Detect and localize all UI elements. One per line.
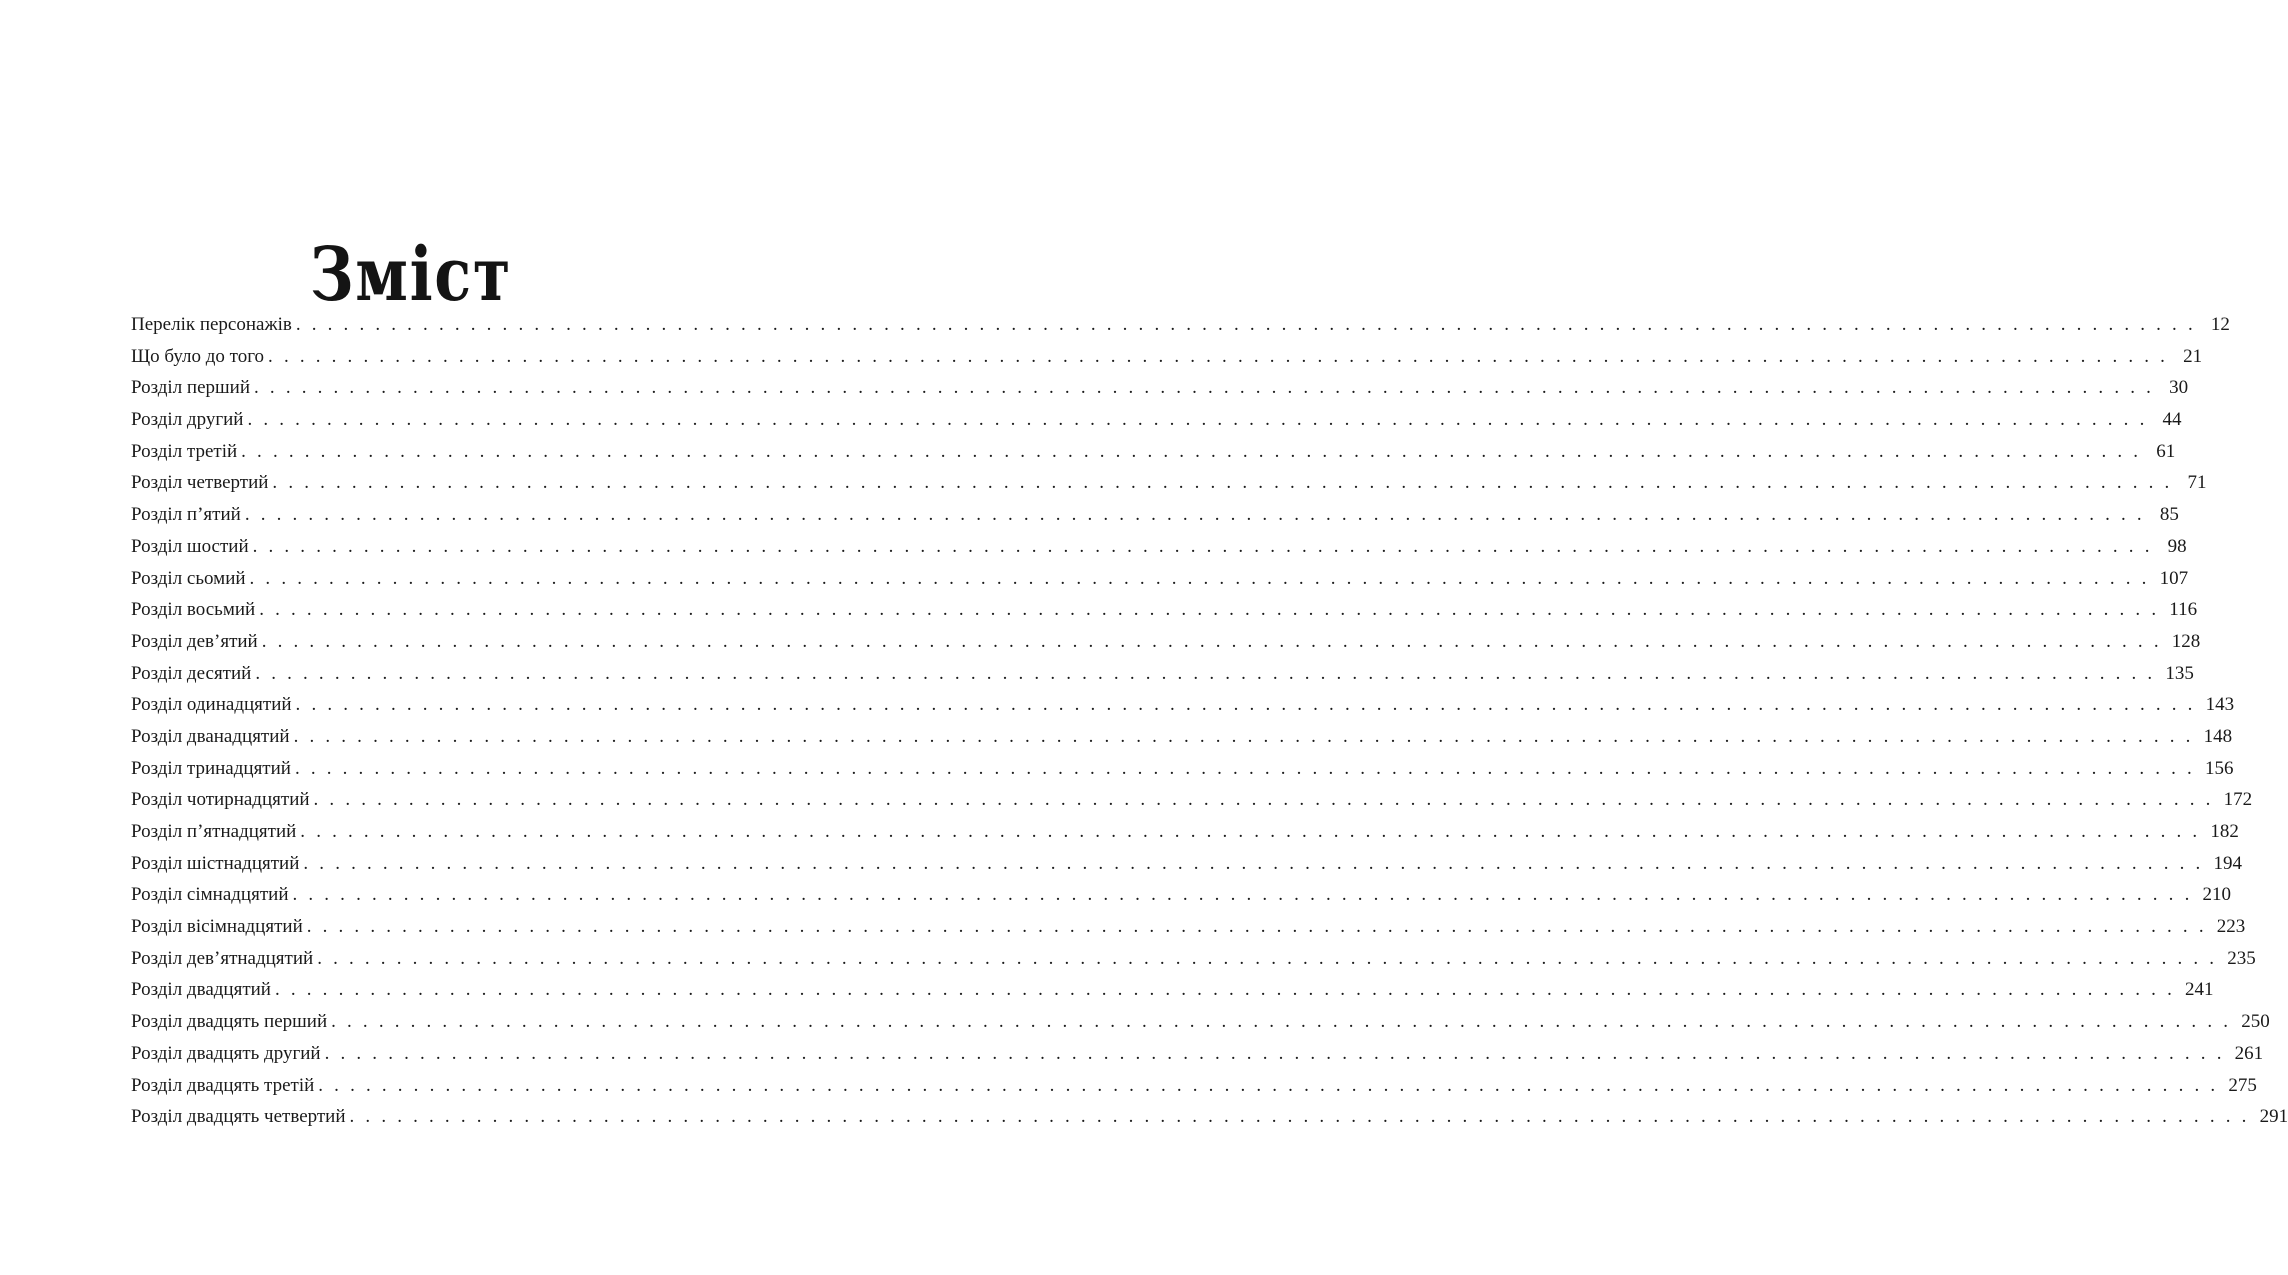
toc-entry-title: Розділ сьомий xyxy=(131,567,246,589)
toc-entry[interactable] xyxy=(131,658,2194,690)
toc-dot-leader: . . . . . . . . . . . . . . . . . . . . . . . . . . . . . . . . . . . . . . . . . . . . . . . . . . . . . . . . . . . . . . . . . . . . . . . . . . . . . . . . . . . . . . . . . . . . . . . . . . . . . . . . . . . . . . . . . . . . . . . . xyxy=(295,314,2196,335)
toc-entry-title: Розділ двадцять перший xyxy=(131,1011,328,1033)
toc-entry-page-number: 235 xyxy=(2227,947,2256,969)
toc-entry-title: Розділ двадцять третій xyxy=(131,1074,315,1096)
toc-dot-leader: . . . . . . . . . . . . . . . . . . . . . . . . . . . . . . . . . . . . . . . . . . . . . . . . . . . . . . . . . . . . . . . . . . . . . . . . . . . . . . . . . . . . . . . . . . . . . . . . . . . . . . . . . . . . . . . . . . . . . . . . xyxy=(303,852,2204,874)
toc-entry-page-number: 172 xyxy=(2223,789,2253,811)
toc-entry-page-number: 71 xyxy=(2187,472,2207,494)
toc-entry-title: Що було до того xyxy=(131,345,265,367)
toc-dot-leader: . . . . . . . . . . . . . . . . . . . . . . . . . . . . . . . . . . . . . . . . . . . . . . . . . . . . . . . . . . . . . . . . . . . . . . . . . . . . . . . . . . . . . . . . . . . . . . . . . . . . . . . . . . . . . . . . . . . . . . . . xyxy=(261,630,2162,652)
toc-entry[interactable] xyxy=(131,753,2234,785)
toc-dot-leader: . . . . . . . . . . . . . . . . . . . . . . . . . . . . . . . . . . . . . . . . . . . . . . . . . . . . . . . . . . . . . . . . . . . . . . . . . . . . . . . . . . . . . . . . . . . . . . . . . . . . . . . . . . . . . . . . . . . . . . . . xyxy=(349,1106,2250,1128)
toc-entry[interactable] xyxy=(131,309,2230,341)
toc-entry-page-number: 135 xyxy=(2165,662,2194,684)
toc-entry-page-number: 182 xyxy=(2210,821,2239,842)
toc-entry-title: Розділ двадцятий xyxy=(131,979,271,1001)
toc-entry-page-number: 261 xyxy=(2234,1042,2264,1064)
toc-entry[interactable] xyxy=(131,594,2198,626)
toc-entry-page-number: 156 xyxy=(2205,757,2234,779)
toc-entry-page-number: 143 xyxy=(2205,694,2235,716)
toc-entry[interactable] xyxy=(131,372,2189,404)
toc-entry-title: Розділ четвертий xyxy=(131,472,269,494)
toc-entry-page-number: 98 xyxy=(2167,535,2187,557)
toc-entry-title: Розділ другий xyxy=(131,409,244,431)
toc-entry[interactable] xyxy=(131,563,2189,595)
toc-entry-page-number: 148 xyxy=(2203,725,2233,747)
toc-entry[interactable] xyxy=(131,911,2246,943)
toc-entry-page-number: 44 xyxy=(2162,409,2182,431)
toc-entry-title: Розділ вісімнадцятий xyxy=(131,916,303,938)
toc-entry-title: Розділ перший xyxy=(131,377,251,399)
toc-entry[interactable] xyxy=(131,531,2187,563)
toc-entry-title: Розділ дванадцятий xyxy=(131,725,290,747)
toc-dot-leader: . . . . . . . . . . . . . . . . . . . . . . . . . . . . . . . . . . . . . . . . . . . . . . . . . . . . . . . . . . . . . . . . . . . . . . . . . . . . . . . . . . . . . . . . . . . . . . . . . . . . . . . . . . . . . . . . . . . . . . . . xyxy=(295,694,2196,716)
toc-entry-page-number: 275 xyxy=(2228,1074,2257,1096)
toc-dot-leader: . . . . . . . . . . . . . . . . . . . . . . . . . . . . . . . . . . . . . . . . . . . . . . . . . . . . . . . . . . . . . . . . . . . . . . . . . . . . . . . . . . . . . . . . . . . . . . . . . . . . . . . . . . . . . . . . . . . . . . . . xyxy=(274,979,2176,1001)
toc-entry[interactable] xyxy=(131,848,2242,880)
toc-entry-title: Розділ дев’ятий xyxy=(131,630,258,652)
toc-entry[interactable] xyxy=(131,499,2179,531)
toc-entry-title: Розділ шістнадцятий xyxy=(131,852,300,874)
toc-entry-title: Розділ чотирнадцятий xyxy=(131,789,310,811)
toc-entry-page-number: 250 xyxy=(2241,1011,2270,1033)
table-of-contents xyxy=(131,309,2288,1133)
toc-entry-page-number: 128 xyxy=(2171,630,2201,652)
toc-entry[interactable] xyxy=(131,1006,2270,1038)
toc-entry-title: Розділ десятий xyxy=(131,662,252,684)
toc-dot-leader: . . . . . . . . . . . . . . . . . . . . . . . . . . . . . . . . . . . . . . . . . . . . . . . . . . . . . . . . . . . . . . . . . . . . . . . . . . . . . . . . . . . . . . . . . . . . . . . . . . . . . . . . . . . . . . . . . . . . . . . . xyxy=(268,345,2169,367)
toc-entry-title: Розділ третій xyxy=(131,440,238,462)
toc-entry-title: Розділ п’ятий xyxy=(131,504,241,526)
toc-entry[interactable] xyxy=(131,943,2256,975)
toc-entry-page-number: 61 xyxy=(2156,440,2176,462)
toc-entry[interactable] xyxy=(131,879,2232,911)
toc-entry-title: Розділ дев’ятнадцятий xyxy=(131,947,314,969)
toc-dot-leader: . . . . . . . . . . . . . . . . . . . . . . . . . . . . . . . . . . . . . . . . . . . . . . . . . . . . . . . . . . . . . . . . . . . . . . . . . . . . . . . . . . . . . . . . . . . . . . . . . . . . . . . . . . . . . . . . . . . . . . . . xyxy=(241,440,2142,462)
toc-entry[interactable] xyxy=(131,626,2201,658)
toc-entry-page-number: 194 xyxy=(2213,852,2242,874)
toc-dot-leader: . . . . . . . . . . . . . . . . . . . . . . . . . . . . . . . . . . . . . . . . . . . . . . . . . . . . . . . . . . . . . . . . . . . . . . . . . . . . . . . . . . . . . . . . . . . . . . . . . . . . . . . . . . . . . . . . . . . . . . . . xyxy=(324,1042,2225,1064)
toc-dot-leader: . . . . . . . . . . . . . . . . . . . . . . . . . . . . . . . . . . . . . . . . . . . . . . . . . . . . . . . . . . . . . . . . . . . . . . . . . . . . . . . . . . . . . . . . . . . . . . . . . . . . . . . . . . . . . . . . . . . . . . . . xyxy=(255,662,2156,684)
toc-entry-page-number: 30 xyxy=(2169,377,2189,399)
toc-entry[interactable] xyxy=(131,816,2239,848)
toc-dot-leader: . . . . . . . . . . . . . . . . . . . . . . . . . . . . . . . . . . . . . . . . . . . . . . . . . . . . . . . . . . . . . . . . . . . . . . . . . . . . . . . . . . . . . . . . . . . . . . . . . . . . . . . . . . . . . . . . . . . . . . . . xyxy=(244,504,2145,526)
toc-entry-page-number: 241 xyxy=(2185,979,2214,1001)
toc-dot-leader: . . . . . . . . . . . . . . . . . . . . . . . . . . . . . . . . . . . . . . . . . . . . . . . . . . . . . . . . . . . . . . . . . . . . . . . . . . . . . . . . . . . . . . . . . . . . . . . . . . . . . . . . . . . . . . . . . . . . . . . . xyxy=(292,884,2193,906)
toc-entry-page-number: 85 xyxy=(2159,504,2179,526)
toc-entry-title: Розділ шостий xyxy=(131,535,249,557)
toc-entry-title: Розділ одинадцятий xyxy=(131,694,292,716)
toc-entry[interactable] xyxy=(131,974,2214,1006)
toc-dot-leader: . . . . . . . . . . . . . . . . . . . . . . . . . . . . . . . . . . . . . . . . . . . . . . . . . . . . . . . . . . . . . . . . . . . . . . . . . . . . . . . . . . . . . . . . . . . . . . . . . . . . . . . . . . . . . . . . . . . . . . . . xyxy=(294,757,2196,779)
toc-dot-leader: . . . . . . . . . . . . . . . . . . . . . . . . . . . . . . . . . . . . . . . . . . . . . . . . . . . . . . . . . . . . . . . . . . . . . . . . . . . . . . . . . . . . . . . . . . . . . . . . . . . . . . . . . . . . . . . . . . . . . . . . xyxy=(254,377,2155,399)
toc-entry-title: Розділ двадцять четвертий xyxy=(131,1106,346,1128)
toc-entry-title: Розділ тринадцятий xyxy=(131,757,291,779)
toc-entry[interactable] xyxy=(131,436,2176,468)
toc-entry[interactable] xyxy=(131,467,2207,499)
toc-entry[interactable] xyxy=(131,721,2233,753)
toc-entry-title: Розділ восьмий xyxy=(131,599,256,621)
toc-entry-page-number: 12 xyxy=(2210,314,2230,335)
toc-entry[interactable] xyxy=(131,784,2253,816)
toc-dot-leader: . . . . . . . . . . . . . . . . . . . . . . . . . . . . . . . . . . . . . . . . . . . . . . . . . . . . . . . . . . . . . . . . . . . . . . . . . . . . . . . . . . . . . . . . . . . . . . . . . . . . . . . . . . . . . . . . . . . . . . . . xyxy=(300,821,2201,842)
toc-entry-title: Перелік персонажів xyxy=(131,314,292,335)
page-title: Зміст xyxy=(309,231,513,318)
toc-entry-title: Розділ двадцять другий xyxy=(131,1042,321,1064)
toc-entry[interactable] xyxy=(131,1038,2264,1070)
toc-entry[interactable] xyxy=(131,404,2182,436)
toc-dot-leader: . . . . . . . . . . . . . . . . . . . . . . . . . . . . . . . . . . . . . . . . . . . . . . . . . . . . . . . . . . . . . . . . . . . . . . . . . . . . . . . . . . . . . . . . . . . . . . . . . . . . . . . . . . . . . . . . . . . . . . . . xyxy=(306,916,2207,938)
toc-dot-leader: . . . . . . . . . . . . . . . . . . . . . . . . . . . . . . . . . . . . . . . . . . . . . . . . . . . . . . . . . . . . . . . . . . . . . . . . . . . . . . . . . . . . . . . . . . . . . . . . . . . . . . . . . . . . . . . . . . . . . . . . xyxy=(313,789,2214,811)
toc-dot-leader: . . . . . . . . . . . . . . . . . . . . . . . . . . . . . . . . . . . . . . . . . . . . . . . . . . . . . . . . . . . . . . . . . . . . . . . . . . . . . . . . . . . . . . . . . . . . . . . . . . . . . . . . . . . . . . . . . . . . . . . . xyxy=(293,725,2194,747)
toc-entry-page-number: 21 xyxy=(2183,345,2203,367)
toc-dot-leader: . . . . . . . . . . . . . . . . . . . . . . . . . . . . . . . . . . . . . . . . . . . . . . . . . . . . . . . . . . . . . . . . . . . . . . . . . . . . . . . . . . . . . . . . . . . . . . . . . . . . . . . . . . . . . . . . . . . . . . . . xyxy=(318,1074,2219,1096)
toc-dot-leader: . . . . . . . . . . . . . . . . . . . . . . . . . . . . . . . . . . . . . . . . . . . . . . . . . . . . . . . . . . . . . . . . . . . . . . . . . . . . . . . . . . . . . . . . . . . . . . . . . . . . . . . . . . . . . . . . . . . . . . . . xyxy=(252,535,2153,557)
toc-dot-leader: . . . . . . . . . . . . . . . . . . . . . . . . . . . . . . . . . . . . . . . . . . . . . . . . . . . . . . . . . . . . . . . . . . . . . . . . . . . . . . . . . . . . . . . . . . . . . . . . . . . . . . . . . . . . . . . . . . . . . . . . xyxy=(272,472,2173,494)
toc-entry[interactable] xyxy=(131,689,2235,721)
toc-dot-leader: . . . . . . . . . . . . . . . . . . . . . . . . . . . . . . . . . . . . . . . . . . . . . . . . . . . . . . . . . . . . . . . . . . . . . . . . . . . . . . . . . . . . . . . . . . . . . . . . . . . . . . . . . . . . . . . . . . . . . . . . xyxy=(247,409,2148,431)
toc-entry-page-number: 210 xyxy=(2202,884,2232,906)
toc-dot-leader: . . . . . . . . . . . . . . . . . . . . . . . . . . . . . . . . . . . . . . . . . . . . . . . . . . . . . . . . . . . . . . . . . . . . . . . . . . . . . . . . . . . . . . . . . . . . . . . . . . . . . . . . . . . . . . . . . . . . . . . . xyxy=(259,599,2160,621)
toc-entry[interactable] xyxy=(131,341,2203,373)
toc-dot-leader: . . . . . . . . . . . . . . . . . . . . . . . . . . . . . . . . . . . . . . . . . . . . . . . . . . . . . . . . . . . . . . . . . . . . . . . . . . . . . . . . . . . . . . . . . . . . . . . . . . . . . . . . . . . . . . . . . . . . . . . . xyxy=(331,1011,2232,1033)
toc-entry-page-number: 116 xyxy=(2169,599,2198,621)
toc-entry[interactable] xyxy=(131,1101,2288,1133)
toc-entry-title: Розділ сімнадцятий xyxy=(131,884,289,906)
toc-entry[interactable] xyxy=(131,1070,2257,1102)
toc-entry-title: Розділ п’ятнадцятий xyxy=(131,821,297,842)
toc-entry-page-number: 223 xyxy=(2216,916,2246,938)
toc-dot-leader: . . . . . . . . . . . . . . . . . . . . . . . . . . . . . . . . . . . . . . . . . . . . . . . . . . . . . . . . . . . . . . . . . . . . . . . . . . . . . . . . . . . . . . . . . . . . . . . . . . . . . . . . . . . . . . . . . . . . . . . . xyxy=(317,947,2218,969)
toc-entry-page-number: 291 xyxy=(2259,1106,2288,1128)
toc-entry-page-number: 107 xyxy=(2159,567,2189,589)
toc-dot-leader: . . . . . . . . . . . . . . . . . . . . . . . . . . . . . . . . . . . . . . . . . . . . . . . . . . . . . . . . . . . . . . . . . . . . . . . . . . . . . . . . . . . . . . . . . . . . . . . . . . . . . . . . . . . . . . . . . . . . . . . . xyxy=(249,567,2150,589)
